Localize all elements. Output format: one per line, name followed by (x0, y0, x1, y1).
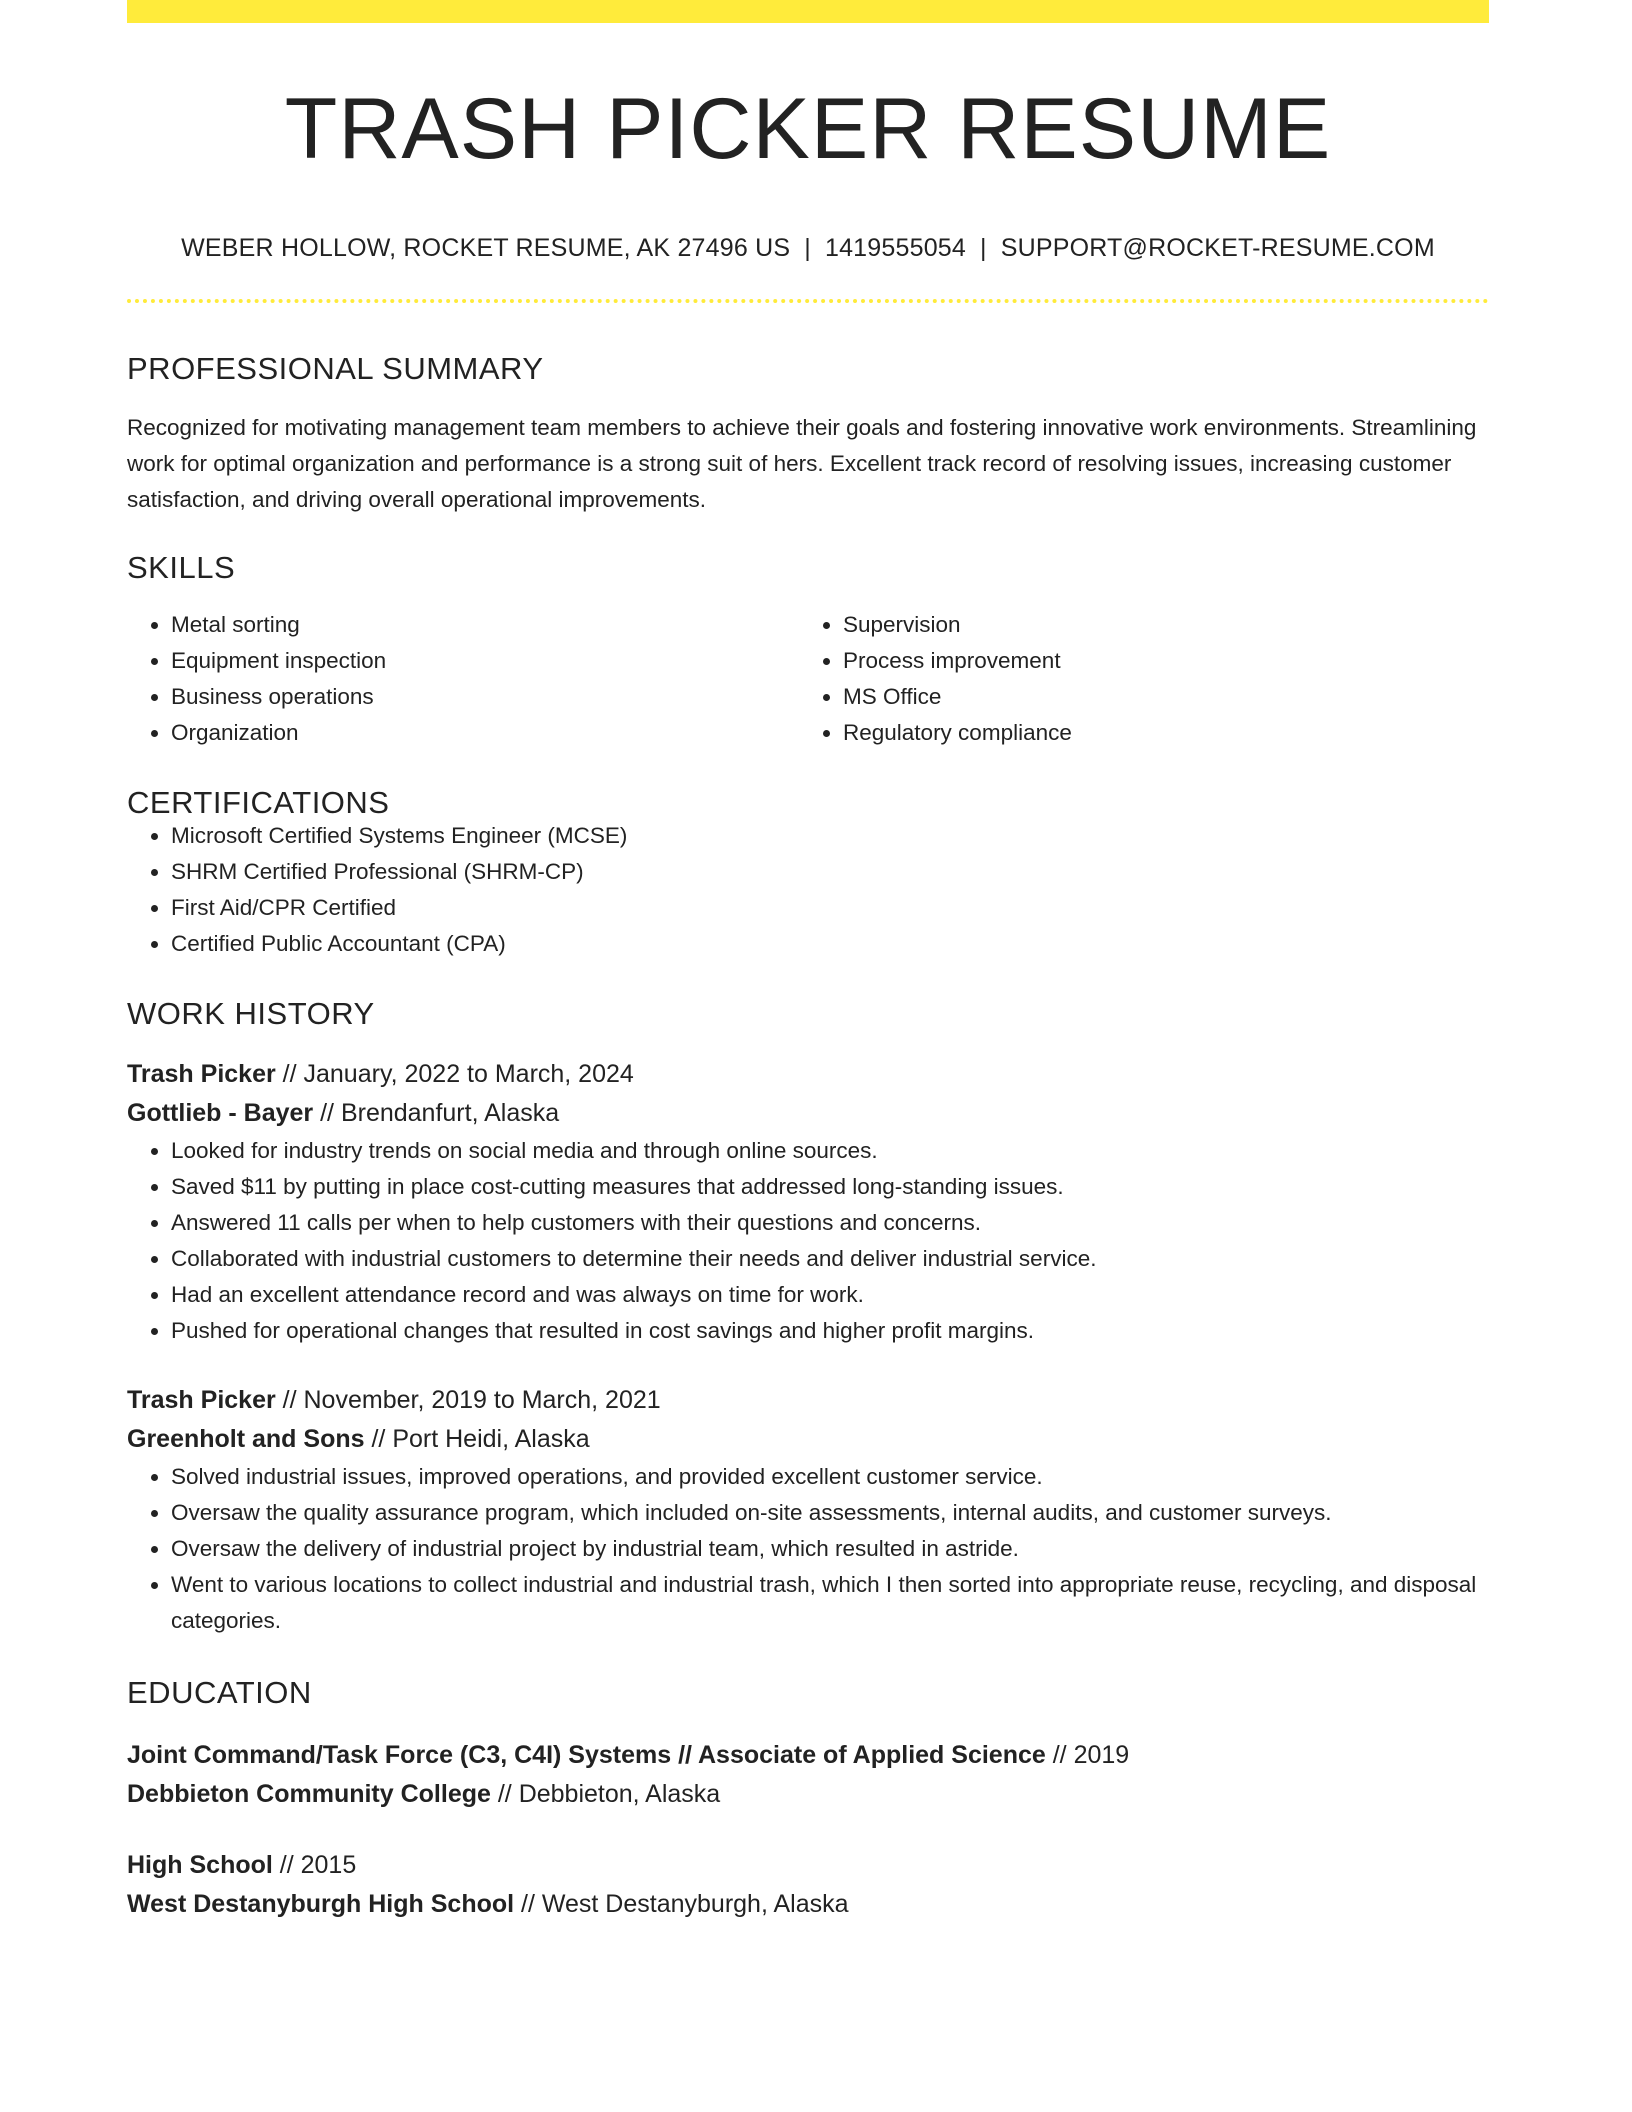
top-accent-bar (127, 0, 1489, 23)
skill-item: • Business operations (171, 679, 799, 715)
certification-item: • SHRM Certified Professional (SHRM-CP) (171, 854, 1489, 890)
summary-heading: PROFESSIONAL SUMMARY (127, 351, 544, 386)
job-bullet: • Had an excellent attendance record and was always on time for work. (171, 1277, 1489, 1313)
skill-item: • MS Office (843, 679, 1471, 715)
job-company-line (127, 1420, 1489, 1459)
skills-column-right (799, 607, 1471, 751)
job-bullet: • Answered 11 calls per when to help customers with their questions and concerns. (171, 1205, 1489, 1241)
skills-list-right (799, 607, 1471, 751)
job-location: // Port Heidi, Alaska (364, 1425, 590, 1453)
contact-separator: | (980, 234, 987, 262)
job-bullet: • Oversaw the quality assurance program, which included on-site assessments, internal audits, and customer surveys. (171, 1495, 1489, 1531)
work-history-heading: WORK HISTORY (127, 996, 375, 1031)
skill-item: • Regulatory compliance (843, 715, 1471, 751)
skill-item: • Supervision (843, 607, 1471, 643)
education-degree: Joint Command/Task Force (C3, C4I) Systems // Associate of Applied Science (127, 1741, 1046, 1769)
job-bullet: • Saved $11 by putting in place cost-cutting measures that addressed long-standing issues. (171, 1169, 1489, 1205)
job-bullet: • Oversaw the delivery of industrial project by industrial team, which resulted in astride. (171, 1531, 1489, 1567)
job-role: Trash Picker (127, 1060, 276, 1088)
job-bullet: • Pushed for operational changes that resulted in cost savings and higher profit margins. (171, 1313, 1489, 1349)
certification-item: • First Aid/CPR Certified (171, 890, 1489, 926)
education-location: // West Destanyburgh, Alaska (514, 1890, 849, 1918)
resume-page (127, 0, 1489, 1924)
job-bullet: • Looked for industry trends on social media and through online sources. (171, 1133, 1489, 1169)
skill-item: • Process improvement (843, 643, 1471, 679)
job-title-line (127, 1055, 1489, 1094)
education-degree-line (127, 1736, 1489, 1775)
contact-email: SUPPORT@ROCKET-RESUME.COM (1000, 234, 1435, 262)
dotted-divider (127, 299, 1489, 303)
job-bullet: • Went to various locations to collect industrial and industrial trash, which I then sorted into appropriate reuse, recycling, and disposal categories. (171, 1567, 1489, 1639)
job-company: Gottlieb - Bayer (127, 1099, 314, 1127)
summary-text: Recognized for motivating management team members to achieve their goals and fostering innovative work environments. Streamlining work for optimal organization and performance is a strong suit of hers. Excellent track record of resolving issues, increasing customer satisfaction, and driving overall operational improvements. (127, 415, 1477, 512)
job-dates: // November, 2019 to March, 2021 (275, 1386, 661, 1414)
education-degree-line (127, 1846, 1489, 1885)
skill-item: • Organization (171, 715, 799, 751)
education-degree: High School (127, 1851, 273, 1879)
job-bullet: • Collaborated with industrial customers to determine their needs and deliver industrial service. (171, 1241, 1489, 1277)
education-heading: EDUCATION (127, 1675, 312, 1710)
job-title-line (127, 1381, 1489, 1420)
resume-title: TRASH PICKER RESUME (284, 81, 1332, 177)
job-company: Greenholt and Sons (127, 1425, 365, 1453)
certification-item: • Microsoft Certified Systems Engineer (MCSE) (171, 818, 1489, 854)
job-bullets (127, 1459, 1489, 1639)
skills-heading: SKILLS (127, 550, 236, 585)
skill-item: • Metal sorting (171, 607, 799, 643)
job-dates: // January, 2022 to March, 2024 (275, 1060, 634, 1088)
job-role: Trash Picker (127, 1386, 276, 1414)
education-school-line (127, 1775, 1489, 1814)
contact-address: WEBER HOLLOW, ROCKET RESUME, AK 27496 US (181, 234, 791, 262)
contact-separator: | (804, 234, 811, 262)
skills-column-left (127, 607, 799, 751)
certifications-list (127, 818, 1489, 962)
education-year: // 2015 (272, 1851, 357, 1879)
education-school: Debbieton Community College (127, 1780, 491, 1808)
job-bullets (127, 1133, 1489, 1349)
job-location: // Brendanfurt, Alaska (313, 1099, 560, 1127)
job-bullet: • Solved industrial issues, improved operations, and provided excellent customer service. (171, 1459, 1489, 1495)
skills-list-left (127, 607, 799, 751)
skills-columns (127, 607, 1489, 751)
certification-item: • Certified Public Accountant (CPA) (171, 926, 1489, 962)
certifications-heading: CERTIFICATIONS (127, 785, 390, 820)
skill-item: • Equipment inspection (171, 643, 799, 679)
job-company-line (127, 1094, 1489, 1133)
contact-line (127, 236, 1489, 261)
education-school: West Destanyburgh High School (127, 1890, 515, 1918)
education-location: // Debbieton, Alaska (490, 1780, 721, 1808)
education-year: // 2019 (1045, 1741, 1130, 1769)
education-school-line (127, 1885, 1489, 1924)
contact-phone: 1419555054 (824, 234, 967, 262)
